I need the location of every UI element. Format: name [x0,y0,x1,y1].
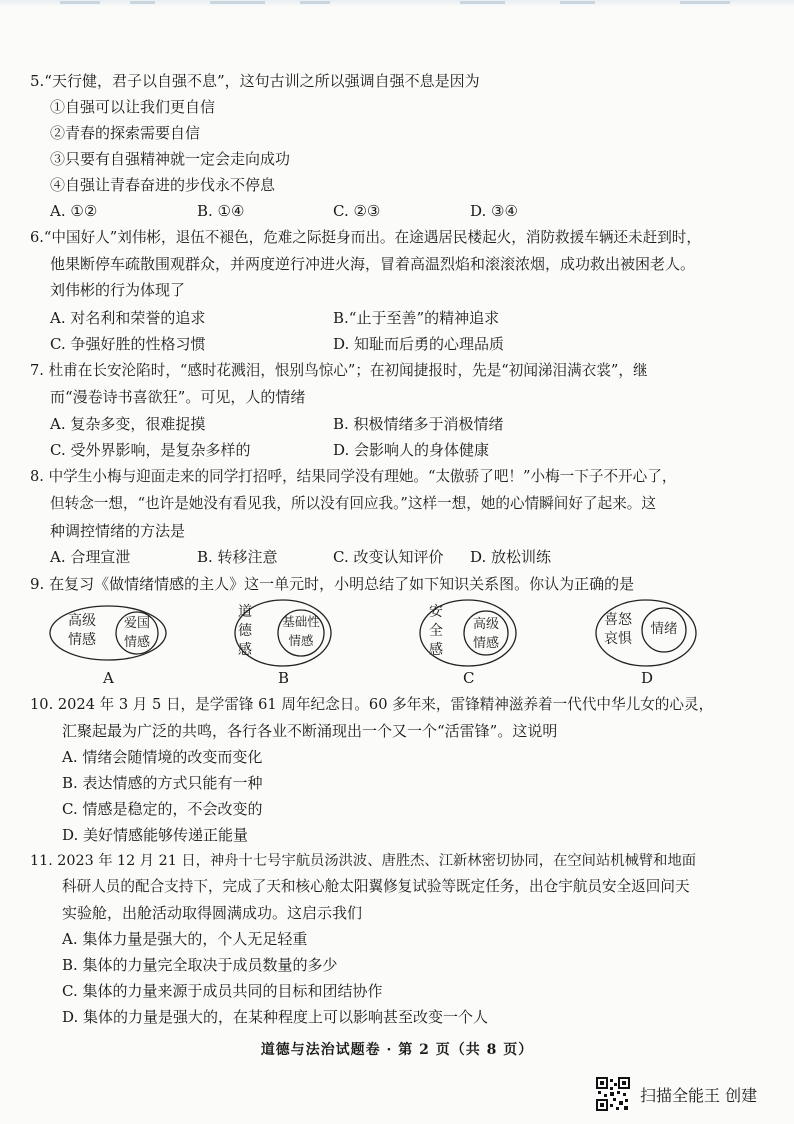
diagram-d-letter: D [641,669,654,687]
q8-option-d: D. 放松训练 [470,548,552,566]
q5-item-1: ①自强可以让我们更自信 [50,98,216,116]
q10-line-1: 10. 2024 年 3 月 5 日，是学雷锋 61 周年纪念日。60 多年来，雷锋精神滋养着一代代中华儿女的心灵， [30,696,714,713]
q6-option-a: A. 对名利和荣誉的追求 [50,309,206,327]
diagram-b-outer-line-3: 感 [238,643,252,658]
q6-line-3: 刘伟彬的行为体现了 [50,281,186,299]
diagram-a-outer-label [62,612,102,650]
q5-item-2: ②青春的探索需要自信 [50,124,201,142]
diagram-a-letter: A [103,669,114,687]
q11-option-d: D. 集体的力量是强大的，在某种程度上可以影响甚至改变一个人 [62,1008,489,1026]
diagram-a-outer-line-1: 高级 [68,614,96,629]
diagram-d [594,598,698,668]
diagram-c-inner-line-1: 高级 [472,616,499,631]
diagram-a-outer-line-2: 情感 [68,633,96,648]
q5-option-b: B. ①④ [197,202,245,220]
diagram-a-inner-line-1: 爱国 [123,615,150,630]
q6-line-2: 他果断停车疏散围观群众，并两度逆行冲进火海，冒着高温烈焰和滚滚浓烟，成功救出被困老人。 [50,255,696,273]
q7-option-d: D. 会影响人的身体健康 [333,441,490,459]
q7-line-2: 而“漫卷诗书喜欲狂”。可见，人的情绪 [50,388,306,406]
q8-option-c: C. 改变认知评价 [333,548,444,566]
q8-line-2: 但转念一想，“也许是她没有看见我，所以没有回应我。”这样一想，她的心情瞬间好了起来。这 [50,495,656,512]
diagram-c-inner-line-2: 情感 [472,635,499,650]
diagram-c-outer-label [426,603,446,660]
diagram-c-letter: C [463,669,475,687]
diagram-b-outer-label [225,603,265,660]
diagram-b-inner-line-1: 基础性 [282,615,320,629]
diagram-d-inner-line-1: 情绪 [650,621,678,636]
q6-option-c: C. 争强好胜的性格习惯 [50,335,206,353]
q7-line-1: 7. 杜甫在长安沦陷时，“感时花溅泪，恨别鸟惊心”；在初闻捷报时，先是“初闻涕泪满衣裳”，继 [30,362,648,379]
q11-option-a: A. 集体力量是强大的，个人无足轻重 [62,930,308,948]
q6-line-1: 6.“中国好人”刘伟彬，退伍不褪色，危难之际挺身而出。在途遇居民楼起火，消防救援车辆还未赶到时， [30,229,701,246]
q6-option-b: B.“止于至善”的精神追求 [333,309,500,327]
diagram-d-inner-label [644,619,684,638]
q6-option-d: D. 知耻而后勇的心理品质 [333,335,505,353]
q10-option-b: B. 表达情感的方式只能有一种 [62,774,263,792]
diagram-b-outer-line-2: 德 [238,624,252,639]
q7-option-b: B. 积极情绪多于消极情绪 [333,415,504,433]
q5-option-a: A. ①② [50,202,98,220]
q5-item-3: ③只要有自强精神就一定会走向成功 [50,150,291,168]
q11-option-b: B. 集体的力量完全取决于成员数量的多少 [62,956,338,974]
diagram-d-outer-label [598,611,638,649]
q8-line-1: 8. 中学生小梅与迎面走来的同学打招呼，结果同学没有理她。“太傲骄了吧！”小梅一下子不开心了， [30,468,677,485]
q5-option-d: D. ③④ [470,202,518,220]
q7-option-a: A. 复杂多变，很难捉摸 [50,415,206,433]
q10-option-a: A. 情绪会随情境的改变而变化 [62,748,263,766]
diagram-c-outer-line-3: 感 [429,643,443,658]
qr-code-icon [596,1077,630,1111]
diagram-c [418,598,518,668]
diagram-a-inner-label [117,613,157,651]
q11-line-2: 科研人员的配合支持下，完成了天和核心舱太阳翼修复试验等既定任务，出仓宇航员安全返回问天 [62,878,690,895]
q10-option-c: C. 情感是稳定的，不会改变的 [62,800,263,818]
q11-line-3: 实验舱，出舱活动取得圆满成功。这启示我们 [62,904,363,922]
q11-option-c: C. 集体的力量来源于成员共同的目标和团结协作 [62,982,383,1000]
page-footer: 道德与法治试题卷 · 第 2 页（共 8 页） [260,1042,534,1058]
diagram-b-outer-line-1: 道 [238,605,252,620]
q5-item-4: ④自强让青春奋进的步伐永不停息 [50,176,276,194]
q5-stem: 5.“天行健，君子以自强不息”，这句古训之所以强调自强不息是因为 [30,72,480,90]
q8-option-a: A. 合理宣泄 [50,548,131,566]
diagram-c-outer-line-1: 安 [429,605,443,620]
diagram-a-inner-line-2: 情感 [123,634,150,649]
diagram-b [233,598,333,668]
diagram-c-outer-line-2: 全 [429,624,443,639]
diagram-b-letter: B [278,669,290,687]
q10-option-d: D. 美好情感能够传递正能量 [62,826,249,844]
scan-top-edge [0,0,794,7]
q11-line-1: 11. 2023 年 12 月 21 日，神舟十七号宇航员汤洪波、唐胜杰、江新林密切协同，在空间站机械臂和地面 [30,853,697,869]
q8-line-3: 种调控情绪的方法是 [50,522,186,540]
q10-line-2: 汇聚起最为广泛的共鸣，各行各业不断涌现出一个又一个“活雷锋”。这说明 [62,722,558,740]
diagram-d-outer-line-2: 哀惧 [604,632,632,647]
q9-stem: 9. 在复习《做情绪情感的主人》这一单元时，小明总结了如下知识关系图。你认为正确的是 [30,575,635,593]
diagram-b-inner-line-2: 情感 [288,634,314,648]
q5-option-c: C. ②③ [333,202,381,220]
scanner-watermark: 扫描全能王 创建 [640,1086,758,1105]
diagram-b-inner-label [277,613,325,651]
diagram-a [48,603,168,663]
diagram-c-inner-label [466,614,506,652]
q7-option-c: C. 受外界影响，是复杂多样的 [50,441,251,459]
diagram-d-outer-line-1: 喜怒 [604,613,632,628]
q8-option-b: B. 转移注意 [197,548,278,566]
